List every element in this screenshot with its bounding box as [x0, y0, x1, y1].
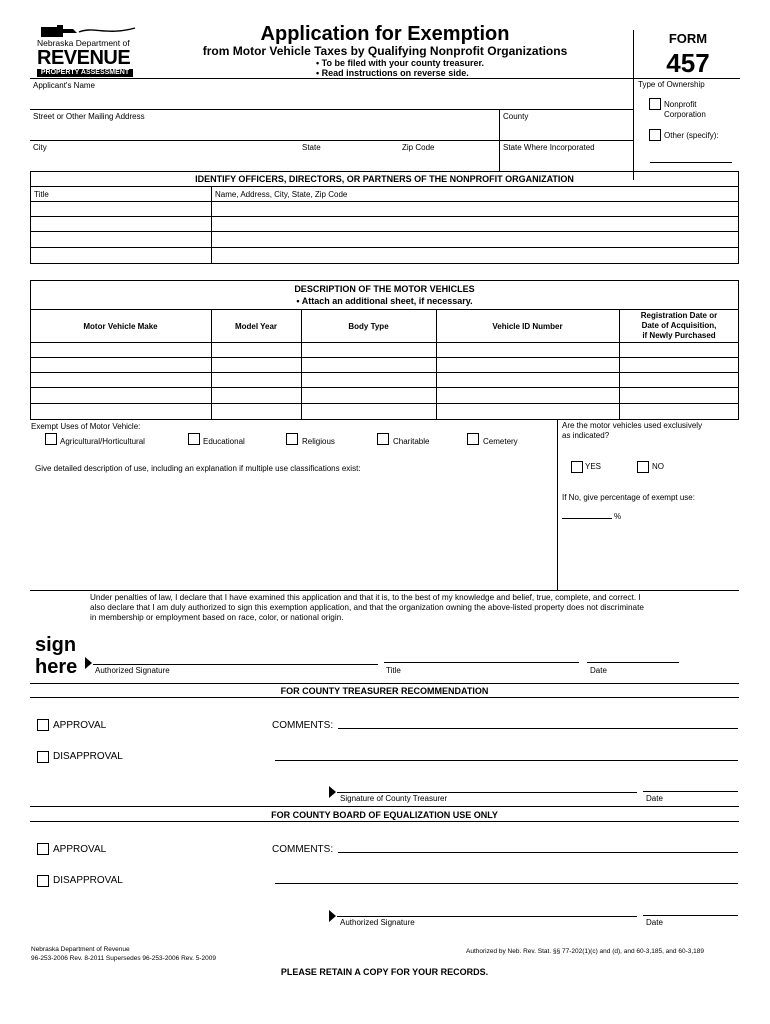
- exclusive-question-2: as indicated?: [562, 431, 610, 440]
- treasurer-disapproval-label: DISAPPROVAL: [53, 751, 123, 762]
- officers-col-title: Title: [34, 190, 49, 199]
- treasurer-date-line[interactable]: [643, 791, 738, 792]
- nonprofit-label-1: Nonprofit: [664, 100, 697, 109]
- use-educational-checkbox[interactable]: [188, 433, 200, 445]
- officers-col-name: Name, Address, City, State, Zip Code: [215, 190, 348, 199]
- date-label: Date: [590, 666, 607, 675]
- vehicle-row[interactable]: [31, 404, 738, 419]
- describe-use-label: Give detailed description of use, including an explanation if multiple use classifications exist:: [35, 464, 361, 473]
- use-religious-checkbox[interactable]: [286, 433, 298, 445]
- declaration-line-2: also declare that I am duly authorized to sign this exemption application, and that the organization owning the above-listed property does not discriminate: [90, 603, 644, 612]
- county-label: County: [503, 112, 529, 121]
- board-comments-label: COMMENTS:: [272, 844, 334, 855]
- treasurer-approval-label: APPROVAL: [53, 720, 107, 731]
- officer-row[interactable]: [31, 202, 738, 216]
- board-signature-arrow-icon: [329, 910, 336, 922]
- logo-revenue-text: REVENUE: [37, 47, 131, 69]
- form-title: Application for Exemption: [260, 23, 510, 45]
- vehicle-row[interactable]: [31, 373, 738, 387]
- col-vehicle-make: Motor Vehicle Make: [83, 322, 158, 331]
- officers-heading: IDENTIFY OFFICERS, DIRECTORS, OR PARTNERS OF THE NONPROFIT ORGANIZATION: [195, 174, 574, 184]
- exclusive-yes-checkbox[interactable]: [571, 461, 583, 473]
- other-ownership-label: Other (specify):: [664, 131, 719, 140]
- declaration-line-1: Under penalties of law, I declare that I have examined this application and that it is, to the best of my knowledge and belief, true, complete, and correct. I: [90, 593, 641, 602]
- sign-arrow-icon: [85, 657, 92, 669]
- title-label: Title: [386, 666, 401, 675]
- vehicle-row[interactable]: [31, 388, 738, 403]
- col-vin: Vehicle ID Number: [492, 322, 563, 331]
- footer-authority: Authorized by Neb. Rev. Stat. §§ 77-202(1)(c) and (d), and 60-3,185, and 60-3,189: [466, 948, 704, 955]
- use-charitable-label: Charitable: [393, 437, 430, 446]
- logo-sub-text: PROPERTY ASSESSMENT: [37, 69, 133, 77]
- nonprofit-label-2: Corporation: [664, 110, 706, 119]
- logo-dept-text: Nebraska Department of: [37, 38, 130, 48]
- describe-use-field[interactable]: [32, 476, 554, 586]
- applicant-name-label: Applicant's Name: [33, 81, 95, 90]
- officer-row[interactable]: [31, 217, 738, 231]
- exclusive-no-checkbox[interactable]: [637, 461, 649, 473]
- form-subtitle: from Motor Vehicle Taxes by Qualifying Nonprofit Organizations: [202, 44, 568, 58]
- board-date-label: Date: [646, 918, 663, 927]
- use-cemetery-label: Cemetery: [483, 437, 518, 446]
- footer-dept: Nebraska Department of Revenue: [31, 946, 130, 953]
- ownership-label: Type of Ownership: [638, 80, 705, 89]
- percent-label: If No, give percentage of exempt use:: [562, 493, 695, 502]
- treasurer-approval-checkbox[interactable]: [37, 719, 49, 731]
- treasurer-date-label: Date: [646, 794, 663, 803]
- nebraska-state-icon: [41, 24, 137, 38]
- street-label: Street or Other Mailing Address: [33, 112, 145, 121]
- city-field[interactable]: [32, 153, 297, 168]
- exclusive-yes-label: YES: [585, 462, 602, 471]
- authorized-signature-line[interactable]: [93, 664, 378, 665]
- board-comments-line[interactable]: [338, 852, 738, 853]
- treasurer-signature-arrow-icon: [329, 786, 336, 798]
- col-reg-3: if Newly Purchased: [642, 331, 716, 340]
- instruction-2: • Read instructions on reverse side.: [316, 68, 469, 78]
- declaration-line-3: in membership or employment based on race, color, or national origin.: [90, 613, 344, 622]
- officer-row[interactable]: [31, 248, 738, 263]
- city-label: City: [33, 143, 47, 152]
- street-field[interactable]: [32, 122, 497, 137]
- board-comments-line-2[interactable]: [275, 883, 738, 884]
- col-reg-2: Date of Acquisition,: [641, 321, 717, 330]
- date-line[interactable]: [587, 662, 679, 663]
- nonprofit-checkbox[interactable]: [649, 98, 661, 110]
- board-date-line[interactable]: [643, 915, 738, 916]
- treasurer-signature-label: Signature of County Treasurer: [340, 794, 448, 803]
- treasurer-heading: FOR COUNTY TREASURER RECOMMENDATION: [280, 686, 489, 696]
- exempt-uses-label: Exempt Uses of Motor Vehicle:: [31, 422, 141, 431]
- col-model-year: Model Year: [234, 322, 278, 331]
- vehicle-row[interactable]: [31, 358, 738, 372]
- use-agricultural-label: Agricultural/Horticultural: [60, 437, 145, 446]
- title-line[interactable]: [384, 662, 579, 663]
- state-label: State: [302, 143, 321, 152]
- board-signature-label: Authorized Signature: [340, 918, 415, 927]
- board-disapproval-label: DISAPPROVAL: [53, 875, 123, 886]
- percent-field[interactable]: [562, 518, 612, 519]
- col-body-type: Body Type: [348, 322, 389, 331]
- sign-text: sign: [35, 634, 77, 656]
- vehicles-heading: DESCRIPTION OF THE MOTOR VEHICLES: [294, 284, 475, 294]
- state-field[interactable]: [300, 153, 395, 168]
- other-ownership-field[interactable]: [650, 162, 732, 163]
- board-disapproval-checkbox[interactable]: [37, 875, 49, 887]
- revenue-logo: [31, 22, 139, 78]
- instruction-1: • To be filed with your county treasurer.: [316, 58, 485, 68]
- use-charitable-checkbox[interactable]: [377, 433, 389, 445]
- authorized-signature-label: Authorized Signature: [95, 666, 170, 675]
- treasurer-comments-label: COMMENTS:: [272, 720, 334, 731]
- zip-label: Zip Code: [402, 143, 435, 152]
- form-number: 457: [666, 48, 710, 78]
- percent-sign: %: [614, 512, 622, 521]
- use-religious-label: Religious: [302, 437, 335, 446]
- here-text: here: [35, 656, 78, 678]
- treasurer-signature-line[interactable]: [337, 792, 637, 793]
- county-field[interactable]: [501, 122, 631, 137]
- state-incorporated-field[interactable]: [501, 153, 631, 168]
- footer-rev: 96-253-2006 Rev. 8-2011 Supersedes 96-253-2006 Rev. 5-2009: [31, 955, 217, 962]
- use-cemetery-checkbox[interactable]: [467, 433, 479, 445]
- zip-field[interactable]: [400, 153, 497, 168]
- use-agricultural-checkbox[interactable]: [45, 433, 57, 445]
- board-approval-checkbox[interactable]: [37, 843, 49, 855]
- exclusive-question-1: Are the motor vehicles used exclusively: [562, 421, 703, 430]
- state-incorporated-label: State Where Incorporated: [503, 143, 595, 152]
- treasurer-comments-line-2[interactable]: [275, 760, 738, 761]
- treasurer-disapproval-checkbox[interactable]: [37, 751, 49, 763]
- treasurer-comments-line[interactable]: [338, 728, 738, 729]
- board-signature-line[interactable]: [337, 916, 637, 917]
- retain-copy-notice: PLEASE RETAIN A COPY FOR YOUR RECORDS.: [280, 967, 489, 977]
- applicant-name-field[interactable]: [32, 91, 630, 107]
- board-approval-label: APPROVAL: [53, 844, 107, 855]
- col-reg-1: Registration Date or: [640, 311, 718, 320]
- other-ownership-checkbox[interactable]: [649, 129, 661, 141]
- vehicle-row[interactable]: [31, 343, 738, 357]
- officer-row[interactable]: [31, 232, 738, 246]
- vehicles-subheading: • Attach an additional sheet, if necessary.: [296, 296, 473, 306]
- exclusive-no-label: NO: [652, 462, 664, 471]
- board-heading: FOR COUNTY BOARD OF EQUALIZATION USE ONLY: [271, 810, 498, 820]
- form-label: FORM: [668, 31, 708, 46]
- use-educational-label: Educational: [203, 437, 245, 446]
